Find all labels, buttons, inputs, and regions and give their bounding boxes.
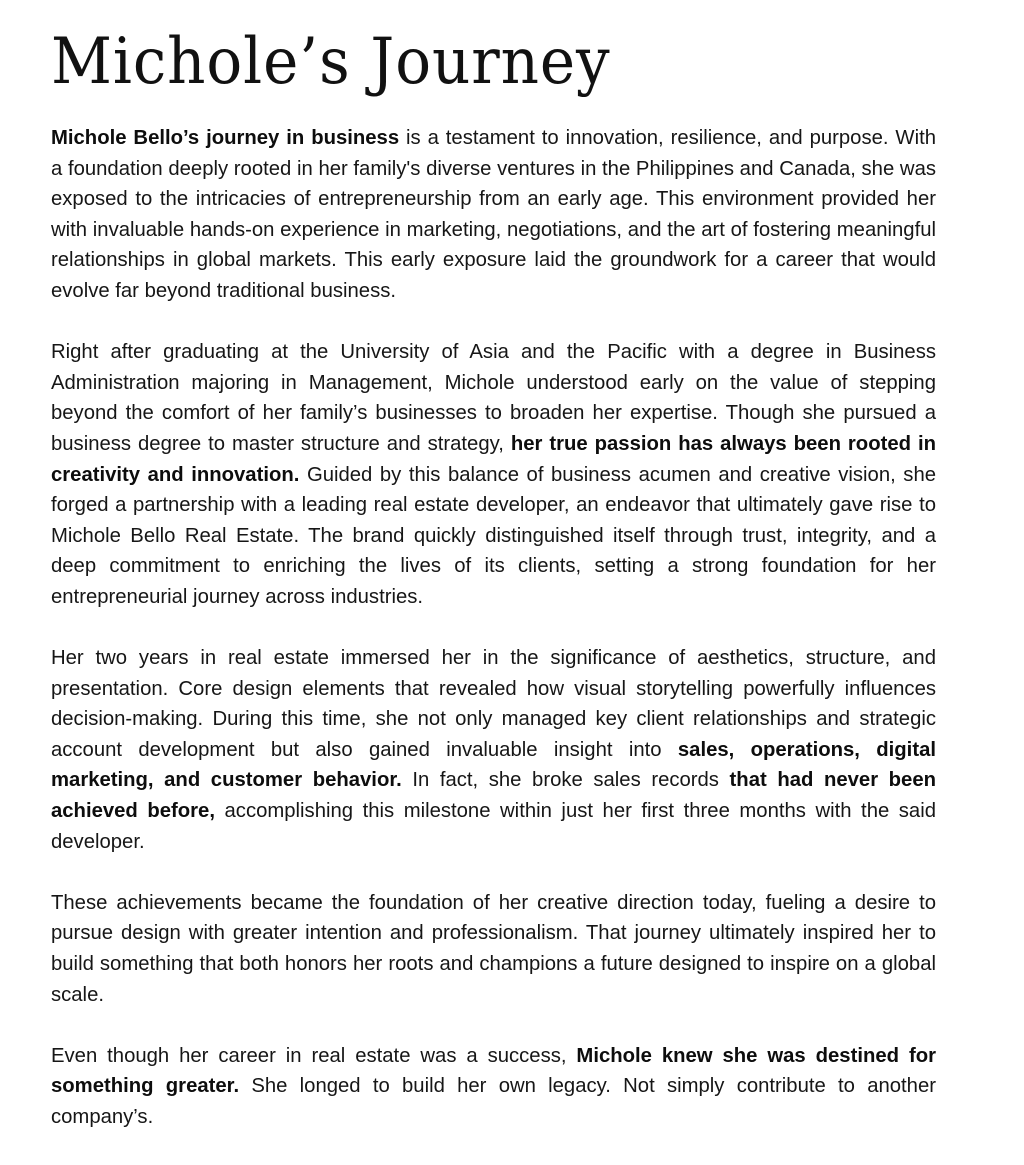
article: [51, 0, 936, 1163]
bold-phrase: her true passion has always been rooted in creativity and innovation.: [51, 432, 936, 486]
text-run: She longed to build her own legacy. Not simply contribute to another company’s.: [51, 1075, 936, 1128]
bold-phrase: that had never been achieved before,: [51, 769, 937, 823]
page-title: Michole’s Journey: [51, 25, 611, 99]
paragraph-education: [51, 337, 936, 612]
text-run: Guided by this balance of business acumen and creative vision, she forged a partnership with a leading real estate developer, an endeavor that ultimately gave rise to Michole Bello Real Estate. The brand quickly distinguished itself through trust, integrity, and a deep commitment to enriching the lives of its clients, setting a strong foundation for her entrepreneurial journey across industries.: [51, 463, 936, 608]
text-run: Right after graduating at the University of Asia and the Pacific with a degree in Business Administration majoring in Management, Michole understood early on the value of stepping beyond the comfort of her family’s businesses to broaden her expertise. Though she pursued a business degree to master structure and strategy,: [51, 341, 936, 455]
text-run: Her two years in real estate immersed her in the significance of aesthetics, structure, and presentation. Core design elements that revealed how visual storytelling powerfully influences decision-making. During this time, she not only managed key client relationships and strategic account development but also gained invaluable insight into: [51, 647, 936, 761]
paragraph-legacy: [51, 1041, 936, 1133]
text-run: Even though her career in real estate was a success,: [51, 1044, 577, 1067]
text-run: accomplishing this milestone within just her first three months with the said developer.: [51, 800, 937, 853]
text-run: is a testament to innovation, resilience, and purpose. With a foundation deeply rooted in her family's diverse ventures in the Philippines and Canada, she was exposed to the intricacies of entrepreneurship from an early age. This environment provided her with invaluable hands-on experience in marketing, negotiations, and the art of fostering meaningful relationships in global markets. This early exposure laid the groundwork for a career that would evolve far beyond traditional business.: [51, 127, 936, 302]
article-body: [51, 123, 936, 1133]
text-run: These achievements became the foundation of her creative direction today, fueling a desire to pursue design with greater intention and professionalism. That journey ultimately inspired her to build something that both honors her roots and champions a future designed to inspire on a global scale.: [51, 891, 936, 1006]
paragraph-achievements: [51, 888, 936, 1010]
bold-phrase: Michole Bello’s journey in business: [51, 127, 400, 149]
text-run: In fact, she broke sales records: [401, 769, 730, 792]
bold-phrase: Michole knew she was destined for something greater.: [51, 1044, 936, 1098]
paragraph-intro: [51, 123, 936, 307]
paragraph-real-estate: [51, 643, 936, 857]
bold-phrase: sales, operations, digital marketing, and customer behavior.: [51, 738, 936, 792]
